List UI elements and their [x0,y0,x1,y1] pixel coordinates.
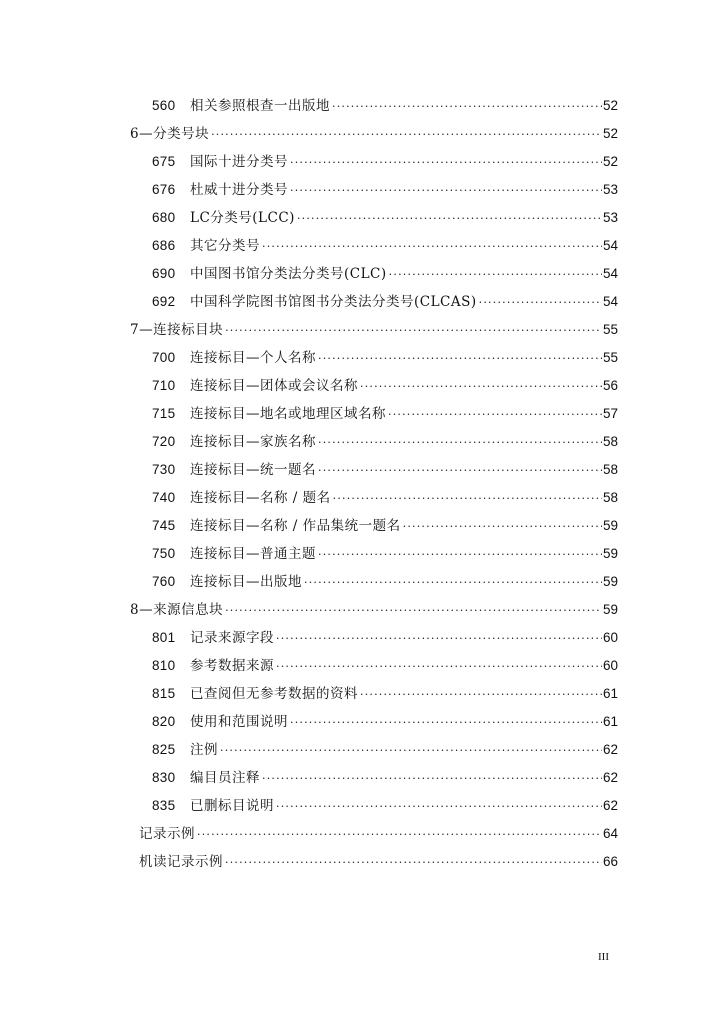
dot-leader [318,541,602,569]
toc-entry-page: 52 [602,98,618,113]
dot-leader [225,317,602,345]
dot-leader [220,737,602,765]
toc-entry [0,624,724,652]
toc-entry-line [190,792,618,821]
toc-entry [0,232,724,260]
toc-entry-title: 6—分类号块 [130,126,210,142]
toc-entry [0,736,724,764]
toc-entry [0,428,724,456]
toc-entry-page: 53 [602,182,618,197]
toc-entry-title: 7—连接标目块 [130,322,224,338]
toc-entry-number: 835 [152,798,176,813]
toc-entry-title: 连接标目—家族名称 [190,434,316,450]
toc-entry-title: 相关参照根查一出版地 [190,98,330,114]
toc-entry-page: 54 [602,294,618,309]
toc-entry-number: 680 [152,210,176,225]
dot-leader [290,149,602,177]
toc-entry-title: 中国图书馆分类法分类号(CLC) [190,266,387,282]
toc-entry-page: 58 [602,490,618,505]
toc-entry-title: 连接标目—统一题名 [190,462,316,478]
toc-entry-page: 66 [602,854,618,869]
toc-entry-number: 692 [152,294,176,309]
toc-entry [0,568,724,596]
toc-entry [0,708,724,736]
dot-leader [318,457,602,485]
dot-leader [197,821,602,849]
dot-leader [403,513,602,541]
toc-entry-title: 连接标目—地名或地理区域名称 [190,406,386,422]
toc-entry-number: 820 [152,714,176,729]
toc-entry-number: 825 [152,742,176,757]
toc-entry-title: 连接标目—名称 / 作品集统一题名 [190,518,401,534]
toc-entry-line [190,512,618,541]
toc-entry-page: 56 [602,378,618,393]
toc-entry-page: 60 [602,658,618,673]
toc-entry-title: 编目员注释 [190,770,260,786]
toc-entry-number: 830 [152,770,176,785]
toc-entry-number: 740 [152,490,176,505]
toc-entry-title: 已查阅但无参考数据的资料 [190,686,358,702]
toc-entry [0,372,724,400]
dot-leader [290,709,602,737]
dot-leader [290,177,602,205]
toc-entry-page: 58 [602,462,618,477]
toc-entry [0,176,724,204]
toc-entry-page: 52 [602,154,618,169]
toc-entry-page: 52 [602,126,618,141]
dot-leader [360,373,602,401]
toc-entry-title: 杜威十进分类号 [190,182,288,198]
toc-entry [0,792,724,820]
toc-entry [0,484,724,512]
toc-entry [0,204,724,232]
toc-entry-number: 676 [152,182,176,197]
toc-entry-page: 62 [602,742,618,757]
toc-entry-number: 720 [152,434,176,449]
toc-entry-line [190,624,618,653]
dot-leader [479,289,602,317]
toc-entry-page: 61 [602,714,618,729]
toc-entry-number: 715 [152,406,176,421]
toc-entry-number: 675 [152,154,176,169]
toc-entry-page: 60 [602,630,618,645]
toc-entry-page: 58 [602,434,618,449]
toc-entry-line [190,344,618,373]
toc-entry [0,316,724,344]
toc-entry-page: 62 [602,798,618,813]
toc-entry-number: 815 [152,686,176,701]
dot-leader [360,681,602,709]
toc-entry-number: 810 [152,658,176,673]
toc-entry-line [190,92,618,121]
toc-entry [0,820,724,848]
dot-leader [333,485,602,513]
dot-leader [332,93,602,121]
toc-entry-line [190,456,618,485]
toc-entry-line [190,680,618,709]
toc-entry-title: 中国科学院图书馆图书分类法分类号(CLCAS) [190,294,477,310]
toc-entry-title: 参考数据来源 [190,658,274,674]
dot-leader [389,261,602,289]
toc-entry-line [190,484,618,513]
toc-entry-title: 连接标目—团体或会议名称 [190,378,358,394]
toc-entry-title: 注例 [190,742,218,758]
dot-leader [318,345,602,373]
toc-entry-page: 62 [602,770,618,785]
toc-entry-line [190,372,618,401]
toc-entry-line [190,288,618,317]
toc-entry-line [139,820,618,849]
toc-entry-line [190,260,618,289]
toc-entry-line [190,428,618,457]
toc-entry-line [139,848,618,877]
toc-entry-page: 59 [602,574,618,589]
toc-entry-number: 745 [152,518,176,533]
dot-leader [211,121,602,149]
toc-entry [0,596,724,624]
toc-entry-line [190,204,618,233]
toc-entry-line [190,232,618,261]
toc-entry-line [190,764,618,793]
toc-entry [0,764,724,792]
toc-entry-title: 记录示例 [139,826,195,842]
toc-entry-title: 连接标目—出版地 [190,574,302,590]
toc-entry-line [190,540,618,569]
dot-leader [276,653,602,681]
toc-entry-page: 59 [602,518,618,533]
dot-leader [304,569,602,597]
dot-leader [276,625,602,653]
toc-entry [0,288,724,316]
toc-entry-title: 已删标目说明 [190,798,274,814]
toc-entry [0,540,724,568]
toc-entry-page: 59 [602,546,618,561]
toc-entry-title: 连接标目—名称 / 题名 [190,490,331,506]
toc-entry-title: LC分类号(LCC) [190,210,295,226]
toc-entry-line [190,708,618,737]
toc-entry-number: 801 [152,630,176,645]
toc-entry [0,680,724,708]
toc-entry [0,92,724,120]
toc-entry-number: 686 [152,238,176,253]
toc-entry-title: 8—来源信息块 [130,602,224,618]
toc-entry-page: 54 [602,238,618,253]
toc-entry-title: 记录来源字段 [190,630,274,646]
toc-entry [0,848,724,876]
toc-entry [0,512,724,540]
toc-entry-page: 55 [602,350,618,365]
toc-entry-page: 55 [602,322,618,337]
toc-entry-title: 机读记录示例 [139,854,223,870]
toc-entry [0,260,724,288]
toc-entry-line [130,120,618,149]
dot-leader [225,597,602,625]
page-number: III [598,951,609,963]
toc-entry-title: 使用和范围说明 [190,714,288,730]
dot-leader [262,233,602,261]
toc-entry-page: 57 [602,406,618,421]
toc-entry [0,652,724,680]
toc-entry-line [190,568,618,597]
toc-entry-title: 连接标目—个人名称 [190,350,316,366]
toc-entry-line [130,596,618,625]
toc-entry [0,400,724,428]
toc-entry [0,344,724,372]
toc-entry [0,148,724,176]
toc-entry-page: 61 [602,686,618,701]
toc-entry-number: 760 [152,574,176,589]
dot-leader [297,205,602,233]
toc-entry-title: 其它分类号 [190,238,260,254]
toc-entry-number: 690 [152,266,176,281]
dot-leader [388,401,602,429]
dot-leader [276,793,602,821]
toc-entry-number: 710 [152,378,176,393]
toc-entry-title: 国际十进分类号 [190,154,288,170]
toc-entry-line [190,736,618,765]
table-of-contents [0,92,724,876]
dot-leader [262,765,602,793]
toc-entry-page: 59 [602,602,618,617]
toc-entry-page: 54 [602,266,618,281]
toc-entry-page: 64 [602,826,618,841]
toc-entry-page: 53 [602,210,618,225]
toc-entry-line [190,148,618,177]
toc-entry-title: 连接标目—普通主题 [190,546,316,562]
toc-entry-line [130,316,618,345]
toc-entry-number: 700 [152,350,176,365]
toc-entry [0,456,724,484]
toc-entry-line [190,400,618,429]
toc-entry-line [190,652,618,681]
dot-leader [225,849,602,877]
toc-entry-number: 750 [152,546,176,561]
toc-entry [0,120,724,148]
toc-entry-number: 560 [152,98,176,113]
dot-leader [318,429,602,457]
toc-entry-number: 730 [152,462,176,477]
toc-entry-line [190,176,618,205]
